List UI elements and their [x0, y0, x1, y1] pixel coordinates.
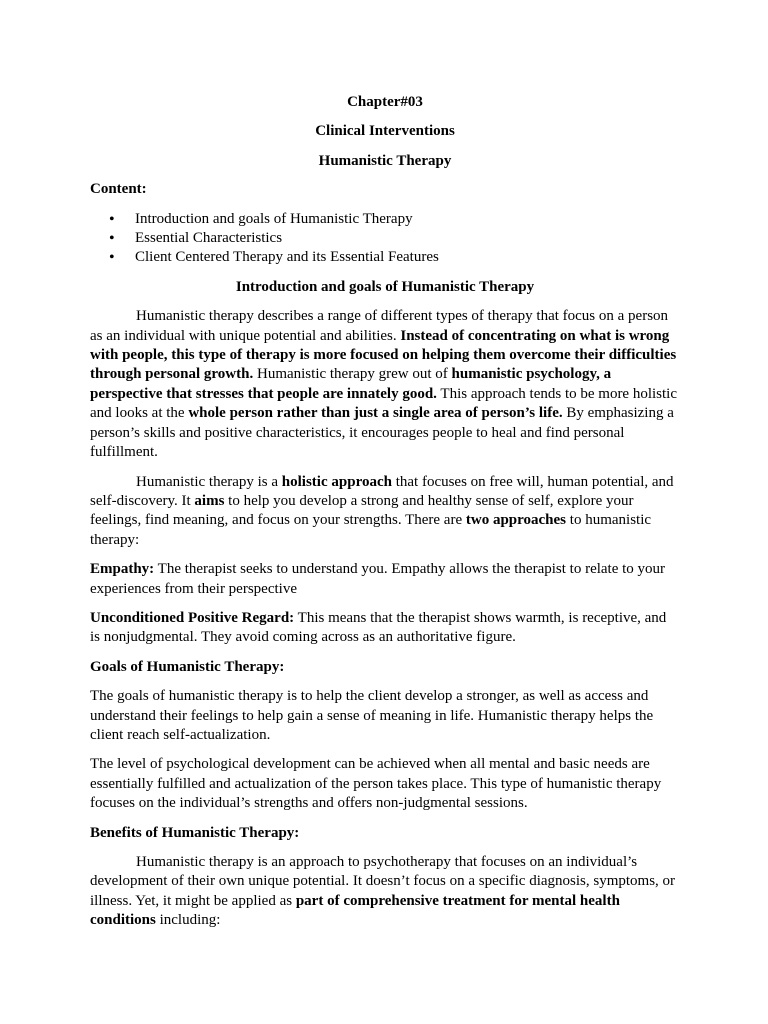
empathy-paragraph: Empathy: The therapist seeks to understand you. Empathy allows the therapist to relate to your experiences from their perspective: [90, 561, 666, 597]
list-item: • Introduction and goals of Humanistic Therapy: [135, 210, 680, 229]
benefits-paragraph: Humanistic therapy is an approach to psychotherapy that focuses on an individual’s development of their own unique potential. It doesn’t focus on a specific diagnosis, symptoms, or illness. Yet, it might be applied as part of comprehensive treatment for mental health conditions including:: [90, 854, 676, 929]
intro-paragraph: Humanistic therapy describes a range of different types of therapy that focus on a person as an individual with unique potential and abilities. Instead of concentrating on what is wrong with people, this type of therapy is more focused on helping them overcome their difficulties through personal growth. Humanistic therapy grew out of humanistic psychology, a perspective that stresses that people are innately good. This approach tends to be more holistic and looks at the whole person rather than just a single area of person’s life. By emphasizing a person’s skills and positive characteristics, it encourages people to heal and find personal fulfillment.: [90, 308, 678, 461]
document-body: [90, 93, 680, 941]
goals-paragraph-2: The level of psychological development can be achieved when all mental and basic needs are essentially fulfilled and actualization of the person takes place. This type of humanistic therapy focuses on the individual’s strengths and offers non-judgmental sessions.: [90, 756, 662, 812]
section-heading-intro: Introduction and goals of Humanistic Therapy: [235, 278, 535, 295]
goals-heading: Goals of Humanistic Therapy:: [90, 658, 285, 675]
upr-paragraph: Unconditioned Positive Regard: This means that the therapist shows warmth, is receptive, and is nonjudgmental. They avoid coming across as an authoritative figure.: [90, 609, 667, 646]
chapter-title: Humanistic Therapy: [318, 152, 452, 169]
goals-paragraph-1: The goals of humanistic therapy is to help the client develop a stronger, as well as access and understand their feelings to help gain a sense of meaning in life. Humanistic therapy helps the client reach self-actualization.: [90, 688, 654, 743]
holistic-paragraph: Humanistic therapy is a holistic approach that focuses on free will, human potential, and self-discovery. It aims to help you develop a strong and healthy sense of self, explore your feelings, find meaning, and focus on your strengths. There are two approaches to humanistic therapy:: [90, 473, 674, 548]
upr-label: Unconditioned Positive Regard:: [90, 609, 295, 626]
list-item: • Client Centered Therapy and its Essential Features: [135, 248, 680, 267]
empathy-label: Empathy:: [90, 561, 155, 578]
list-item: • Essential Characteristics: [135, 229, 680, 248]
benefits-heading: Benefits of Humanistic Therapy:: [90, 824, 300, 841]
chapter-subtitle: Clinical Interventions: [315, 123, 455, 140]
content-label: Content:: [90, 181, 147, 198]
chapter-heading: Chapter#03: [347, 94, 423, 110]
content-list: [90, 210, 680, 268]
